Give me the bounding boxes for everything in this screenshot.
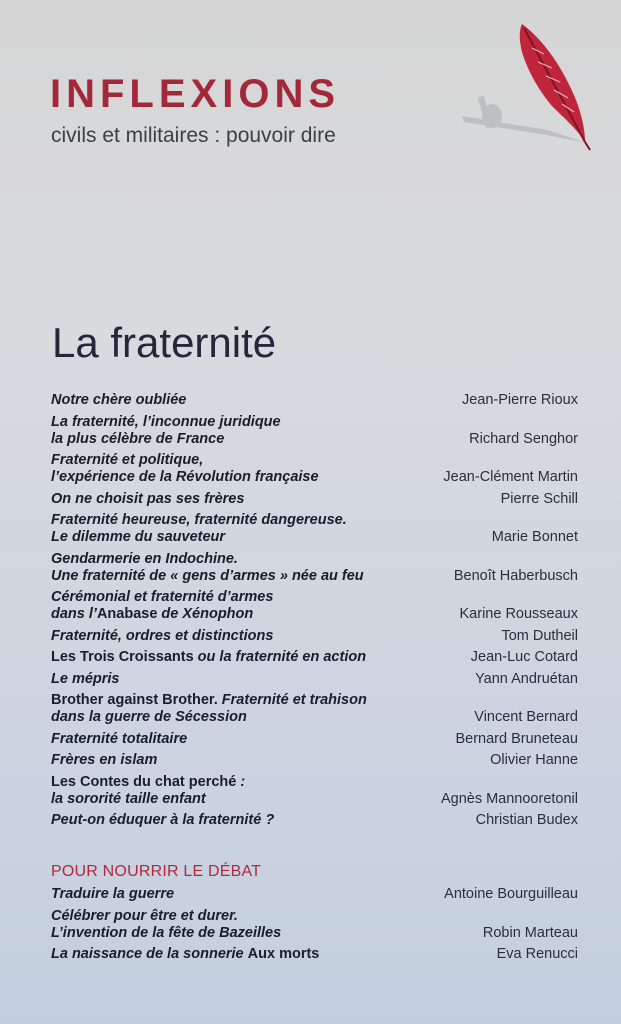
entry-title [51,589,273,623]
entry-title [51,946,319,963]
entry-title [51,628,273,645]
entry-title-text: la plus célèbre de France [51,430,225,447]
entry-title-text: Peut-on éduquer à la fraternité ? [51,812,275,828]
entry-title [51,812,274,829]
entry-title-text: Les Contes du chat perché [51,773,237,790]
entry-title-text: Le dilemme du sauveteur [51,529,226,545]
entry-author: Marie Bonnet [491,529,578,545]
toc-entry [51,491,578,508]
entry-title [51,908,281,942]
journal-title: INFLEXIONS [50,72,341,116]
toc-entry [51,812,578,829]
entry-title-text: Fraternité et politique, [51,452,204,468]
toc-entry [51,649,578,666]
entry-title-text: La naissance de la sonnerie [51,946,248,962]
toc-entry [51,551,578,585]
entry-title [51,512,347,546]
entry-title-text: de Xénophon [157,606,254,622]
entry-title-text: : [236,773,246,790]
entry-author: Eva Renucci [496,946,578,962]
toc-entry [51,392,578,409]
entry-title [51,649,366,666]
entry-title-text: Frères en islam [51,752,158,768]
toc-entry [51,671,578,688]
entry-title-text: Une fraternité de « gens d’armes » née au feu [51,567,364,584]
journal-subtitle: civils et militaires : pouvoir dire [51,124,336,147]
entry-title-text: Fraternité heureuse, fraternité dangereuse. [51,512,347,528]
entry-title-text: L’invention de la fête de Bazeilles [51,924,282,941]
quill-sword-logo-icon [452,18,592,153]
entry-title-text: Fraternité totalitaire [51,730,188,747]
table-of-contents [51,392,578,834]
entry-title-text: Le mépris [51,670,120,687]
entry-author: Pierre Schill [500,490,578,507]
entry-title [51,491,244,508]
entry-author: Tom Dutheil [501,627,578,644]
entry-author: Benoît Haberbusch [453,567,578,584]
entry-title [51,886,174,903]
entry-author: Jean-Pierre Rioux [461,392,578,408]
toc-entry [51,589,578,623]
issue-title: La fraternité [52,319,277,366]
entry-author: Olivier Hanne [490,752,578,768]
toc-entry [51,774,578,808]
entry-title-text: La fraternité, l’inconnue juridique [51,413,281,430]
entry-title-text: Notre chère oubliée [51,392,187,408]
toc-entry [51,731,578,748]
entry-author: Antoine Bourguilleau [444,886,578,902]
entry-author: Yann Andruétan [475,670,578,687]
debate-contents [51,886,578,968]
entry-author: Jean-Luc Cotard [470,649,578,665]
entry-title-text: Fraternité et trahison [217,692,367,708]
entry-title-text: dans l’ [51,606,97,622]
entry-title-text: Anabase [96,606,158,622]
entry-title-text: Aux morts [247,946,320,962]
entry-title-text: Brother against Brother. [51,692,218,708]
entry-author: Bernard Bruneteau [455,730,578,747]
entry-title-text: Cérémonial et fraternité d’armes [51,589,274,605]
entry-title [51,414,281,448]
entry-title [51,774,245,808]
toc-entry [51,886,578,903]
entry-title [51,551,364,585]
toc-entry [51,414,578,448]
entry-author: Vincent Bernard [474,709,578,725]
entry-title [51,392,186,409]
toc-entry [51,628,578,645]
entry-title-text: dans la guerre de Sécession [51,709,247,725]
entry-title [51,731,187,748]
entry-title [51,452,319,486]
entry-title-text: la sororité taille enfant [51,790,206,807]
entry-author: Karine Rousseaux [459,606,578,622]
entry-title-text: Gendarmerie en Indochine. [51,550,238,567]
entry-title [51,692,367,726]
toc-entry [51,452,578,486]
entry-title [51,752,157,769]
entry-title-text: ou la fraternité en action [193,649,367,665]
entry-author: Agnès Mannooretonil [440,790,578,807]
toc-entry [51,946,578,963]
toc-entry [51,752,578,769]
entry-title-text: Célébrer pour être et durer. [51,907,238,924]
entry-title-text: On ne choisit pas ses frères [51,490,245,507]
debate-section-heading: POUR NOURRIR LE DÉBAT [51,863,262,880]
toc-entry [51,692,578,726]
toc-entry [51,512,578,546]
entry-author: Richard Senghor [469,430,578,447]
entry-author: Jean-Clément Martin [443,469,578,485]
entry-title-text: Les Trois Croissants [51,649,194,665]
entry-title-text: l’expérience de la Révolution française [51,469,319,485]
entry-title-text: Traduire la guerre [51,886,175,902]
entry-author: Robin Marteau [482,924,578,941]
toc-entry [51,908,578,942]
entry-title-text: Fraternité, ordres et distinctions [51,627,274,644]
entry-title [51,671,120,688]
entry-author: Christian Budex [475,812,578,828]
